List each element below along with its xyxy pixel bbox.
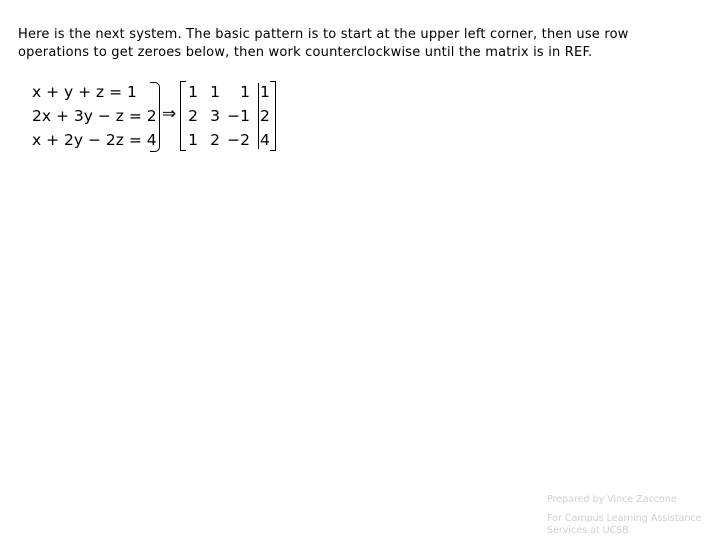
matrix-cell: 2 — [260, 107, 270, 125]
matrix-cell: 3 — [210, 107, 220, 125]
organization-credit: For Campus Learning Assistance Services at UCSB — [547, 513, 702, 536]
matrix-cell: 2 — [188, 107, 198, 125]
prepared-by-credit: Prepared by Vince Zaccone — [547, 494, 677, 505]
equation-2: 2x + 3y − z = 2 — [32, 107, 157, 125]
equation-3: x + 2y − 2z = 4 — [32, 131, 157, 149]
matrix-cell: 2 — [210, 131, 220, 149]
matrix-cell: −2 — [227, 131, 250, 149]
matrix-row-2 — [180, 104, 280, 128]
intro-line-1: Here is the next system. The basic pattern is to start at the upper left corner, then use row — [18, 27, 629, 42]
matrix-cell: 4 — [260, 131, 270, 149]
system-brace — [150, 82, 160, 152]
equation-list — [32, 80, 157, 152]
matrix-cell: 1 — [240, 83, 250, 101]
augmented-matrix — [180, 80, 280, 152]
matrix-row-3 — [180, 128, 280, 152]
matrix-cell: −1 — [227, 107, 250, 125]
matrix-cell: 1 — [188, 83, 198, 101]
equation-1: x + y + z = 1 — [32, 83, 137, 101]
matrix-cell: 1 — [188, 131, 198, 149]
intro-line-2: operations to get zeroes below, then work counterclockwise until the matrix is in REF. — [18, 45, 593, 60]
matrix-row-1 — [180, 80, 280, 104]
intro-text — [18, 26, 708, 62]
matrix-cell: 1 — [210, 83, 220, 101]
implies-symbol: ⇒ — [162, 104, 177, 124]
matrix-cell: 1 — [260, 83, 270, 101]
